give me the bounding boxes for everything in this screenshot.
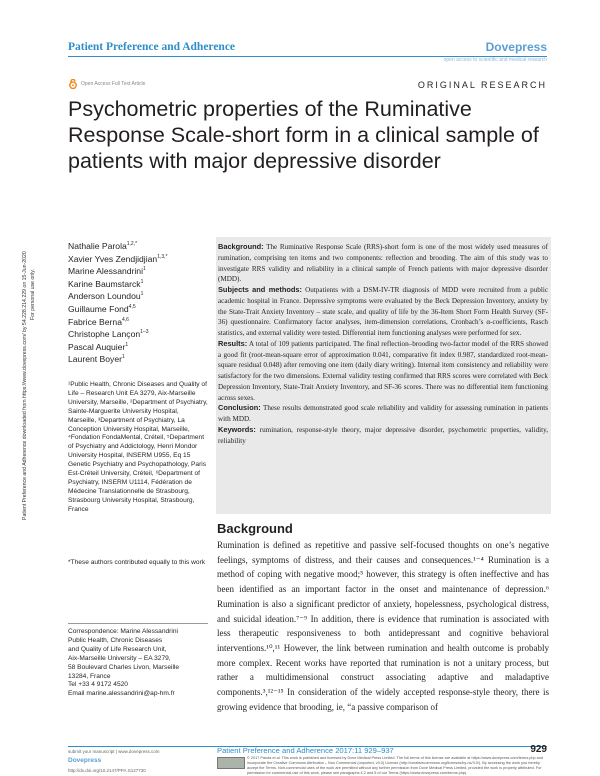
publisher-logo[interactable]: Dovepress [485,40,547,54]
abstract-conclusion: Conclusion: These results demonstrated good scale reliability and validity for assessing rumination in patients with MDD. [218,403,549,423]
footer-links [68,748,159,755]
download-note: Patient Preference and Adherence downloaded from https://www.dovepress.com/ by 54.228.214.229 on 15-Jun-2020 [22,251,28,520]
equal-contribution-note: *These authors contributed equally to this work [68,559,206,566]
page-number: 929 [530,744,547,755]
footer-publisher[interactable]: Dovepress [68,757,102,764]
abstract-methods: Subjects and methods: Outpatients with a DSM-IV-TR diagnosis of MDD were recruited from a public academic hospital in France. Depressive symptoms were evaluated by the Beck Depression Inventory, anxiety by the State-Trait Anxiety Inventory – state scale, and quality of life by the 36-Item Short Form Health Survey (SF-36) questionnaire. Confirmatory factor analyses, item-dimension correlations, Cronbach’s α-coefficients, Rasch statistics, and external validity were tested. Differential item functioning analyses were performed for sex. [218,285,548,337]
license-text: © 2017 Parola et al. This work is published and licensed by Dove Medical Press Limited. The full terms of this license are available at https://www.dovepress.com/terms.php and incorporate the Creative Commons Attribution – Non Commercial (unported, v3.0) License (http://creativecommons.org/licenses/by-nc/3.0/). By accessing the work you hereby accept the Terms. Non-commercial uses of the work are permitted without any further permission from Dove Medical Press Limited, provided the work is properly attributed. For permission for commercial use of this work, please see paragraphs 4.2 and 5 of our Terms (https://www.dovepress.com/terms.php). [247,756,544,775]
abstract-keywords: Keywords: rumination, response-style theory, major depressive disorder, psychometric properties, validity, reliability [218,424,548,445]
abstract-background: Background: The Ruminative Response Scale (RRS)-short form is one of the most widely used measures of rumination, comprising ten items and two components: reflection and brooding. The aim of this study was to investigate RRS validity and reliability in a clinical sample of French patients with major depressive disorder (MDD). [218,242,548,284]
author: Karine Baumstarck$^1$ [68,278,144,289]
personal-use-note: For personal use only. [30,269,36,320]
article-title: Psychometric properties of the Ruminative Response Scale-short form in a clinical sample of patients with major depressive disorder [68,97,539,173]
article-type: ORIGINAL RESEARCH [417,80,547,90]
author: Xavier Yves Zendjidjian$^{1,3,*}$ [68,253,168,264]
open-access-icon [68,79,78,89]
journal-title[interactable]: Patient Preference and Adherence [68,41,236,53]
correspondence-divider [68,623,208,624]
author-list [68,240,208,366]
cc-license-icon[interactable] [217,757,245,769]
open-access-label: Open Access Full Text Article [81,81,146,87]
download-sidebar [22,140,36,740]
author: Fabrice Berna$^{4,6}$ [68,316,129,327]
correspondence-email[interactable]: Email marine.alessandrini@ap-hm.fr [68,690,175,698]
background-heading: Background [217,521,293,536]
author: Marine Alessandrini$^1$ [68,266,146,277]
author: Laurent Boyer$^1$ [68,354,125,365]
journal-citation: Patient Preference and Adherence 2017:11 929–937 [217,746,394,755]
publisher-tagline: open access to scientific and medical research [443,57,547,63]
author: Anderson Loundou$^1$ [68,291,144,302]
affiliations: ¹Public Health, Chronic Diseases and Quality of Life – Research Unit EA 3279, Aix-Marseille University, Marseille, ²Department of Psychiatry, Sainte-Marguerite University Hospital, Marseille, ³Department of Psychiatry, La Conception University Hospital, Marseille, ⁴Fondation FondaMental, Créteil, ⁵Department of Psychiatry and Addictology, Henri Mondor University Hospital, INSERM U955, Eq 15 Genetic Psychiatry and Psychopathology, Paris Est-Créteil University, Créteil, ⁶Department of Psychiatry, INSERM U1114, Fédération de Médecine Translationnelle de Strasbourg, Strasbourg University Hospital, Strasbourg, France [68,381,208,513]
background-body: Rumination is defined as repetitive and passive self-focused thoughts on one’s negative feelings, symptoms of distress, and their causes and consequences.¹⁻⁴ Rumination is a method of coping with negative mood;⁵ however, this strategy is often ineffective and has been identified as an important factor in the onset and maintenance of depression.⁶ Rumination is also a significant predictor of anxiety, hopelessness, psychological distress, and suicidal ideation.⁷⁻⁹ In addition, there is evidence that rumination is associated with less therapeutic responsiveness to both antidepressant and cognitive behavioral interventions.¹⁰,¹¹ However, the link between rumination and health outcome is probably more complex. Recent works have reported that rumination is not a unitary process, but rather a multidimensional construct associating adaptive and maladaptive components.³,¹²⁻¹⁵ In consideration of the widely accepted response-style theory, there is growing evidence that brooding, ie, “a passive comparison of [217,540,549,712]
abstract [218,242,548,446]
header-divider [68,56,547,57]
doi-link[interactable]: http://dx.doi.org/10.2147/PPA.S127730 [68,768,146,773]
submit-link[interactable]: submit your manuscript | www.dovepress.com [68,749,160,754]
author: Pascal Auquier$^1$ [68,341,129,352]
correspondence: Correspondence: Marine Alessandrini Public Health, Chronic Diseases and Quality of Life Research Unit, Aix-Marseille University – EA 3279, 58 Boulevard Charles Livon, Marseille 13284, France Tel +33 4 9172 4520 Email marine.alessandrini@ap-hm.fr [68,628,208,699]
abstract-results: Results: A total of 109 patients participated. The final reflection–brooding two-factor model of the RRS showed a good fit (root-mean-square error of approximation 0.041, comparative fit index 0.987, standardized root-mean-square residual 0.048) after removing one item (daily diary writing). Internal item consistency and reliability were satisfactory for the two dimensions. External validity testing confirmed that RRS scores were correlated with Beck Depression Inventory, State-Trait Anxiety Inventory, and SF-36 scores. There was no differential item functioning across sexes. [218,338,548,402]
author: Nathalie Parola$^{1,2,*}$ [68,241,138,251]
author: Christophe Lançon$^{1-3}$ [68,329,149,340]
author: Guillaume Fond$^{4,5}$ [68,303,136,314]
